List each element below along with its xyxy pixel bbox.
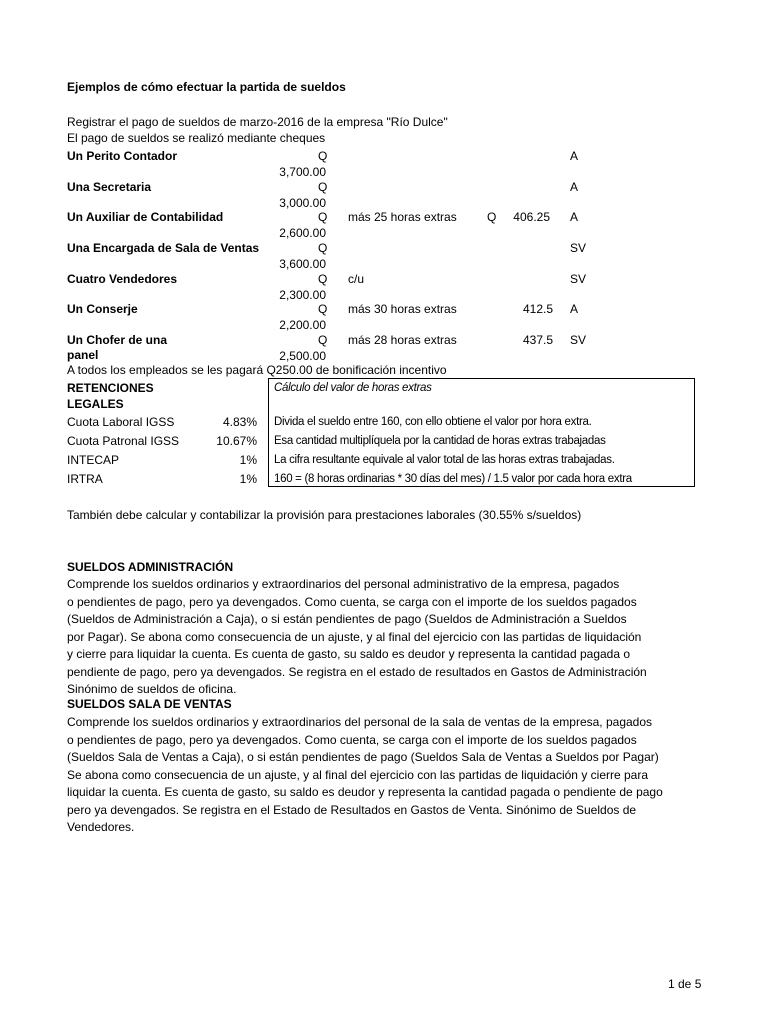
provision-line: También debe calcular y contabilizar la provisión para prestaciones laborales (30.55% s/sueldos): [67, 508, 582, 522]
employee-amount: 3,600.00: [279, 257, 326, 271]
paragraph-line: y cierre para liquidar la cuenta. Es cuenta de gasto, su saldo es deudor y representa la cantidad pagada o: [67, 647, 631, 661]
employee-amount: 3,000.00: [279, 196, 326, 210]
paragraph-line: Comprende los sueldos ordinarios y extraordinarios del personal de la sala de ventas de la empresa, pagados: [67, 715, 653, 729]
calc-box-title: Cálculo del valor de horas extras: [274, 382, 432, 394]
paragraph-line: Vendedores.: [67, 820, 135, 834]
calc-box-line: Divida el sueldo entre 160, con ello obtiene el valor por hora extra.: [274, 416, 592, 428]
retenciones-heading-2: LEGALES: [67, 397, 124, 411]
paragraph-line: o pendientes de pago, pero ya devengados. Como cuenta, se carga con el importe de los sueldos pagados: [67, 732, 637, 747]
employee-amount: 2,300.00: [279, 288, 326, 302]
extra-currency: Q: [487, 210, 497, 224]
employee-name: Una Encargada de Sala de Ventas: [67, 241, 260, 255]
employee-note: más 28 horas extras: [348, 333, 457, 347]
bonus-line: A todos los empleados se les pagará Q250.00 de bonificación incentivo: [67, 363, 447, 377]
employee-amount: 3,700.00: [279, 165, 326, 179]
employee-code: SV: [570, 333, 587, 347]
employee-currency: Q: [318, 241, 328, 255]
employee-name-cont: panel: [67, 348, 99, 362]
retencion-label: Cuota Laboral IGSS: [67, 415, 175, 429]
employee-code: SV: [570, 272, 587, 286]
employee-currency: Q: [318, 149, 328, 163]
employee-amount: 2,500.00: [279, 349, 326, 363]
paragraph-line: pero ya devengados. Se registra en el Estado de Resultados en Gastos de Venta. Sinónimo de Sueldos de: [67, 802, 637, 817]
employee-code: SV: [570, 241, 587, 255]
intro-line-1: Registrar el pago de sueldos de marzo-2016 de la empresa "Río Dulce": [67, 115, 448, 129]
section-admin-heading: SUELDOS ADMINISTRACIÓN: [67, 560, 234, 574]
employee-currency: Q: [318, 272, 328, 286]
page-number: 1 de 5: [668, 977, 702, 991]
employee-amount: 2,200.00: [279, 318, 326, 332]
section-ventas-heading: SUELDOS SALA DE VENTAS: [67, 697, 232, 711]
employee-code: A: [570, 210, 579, 224]
retencion-label: Cuota Patronal IGSS: [67, 434, 180, 448]
calc-box-line: 160 = (8 horas ordinarias * 30 días del mes) / 1.5 valor por cada hora extra: [274, 473, 632, 485]
extra-amount: 437.5: [522, 333, 553, 347]
paragraph-line: Se abona como consecuencia de un ajuste, y al final del ejercicio con las partidas de liquidación y cierre para: [67, 767, 649, 782]
intro-line-2: El pago de sueldos se realizó mediante cheques: [67, 131, 326, 145]
employee-name: Un Conserje: [67, 302, 138, 316]
extra-amount: 406.25: [513, 210, 550, 224]
employee-name: Un Chofer de una: [67, 333, 168, 347]
employee-code: A: [570, 302, 579, 316]
calc-box-line: La cifra resultante equivale al valor total de las horas extras trabajadas.: [274, 454, 615, 466]
retencion-label: INTECAP: [67, 453, 120, 467]
employee-note: c/u: [348, 272, 365, 286]
employee-currency: Q: [318, 302, 328, 316]
paragraph-line: por Pagar). Se abona como consecuencia de un ajuste, y al final del ejercicio con las partidas de liquidación: [67, 629, 642, 644]
overtime-calculation-box: [268, 378, 695, 487]
employee-name: Cuatro Vendedores: [67, 272, 178, 286]
retencion-value: 4.83%: [222, 415, 257, 429]
retencion-value: 10.67%: [216, 434, 257, 448]
section-admin-text: [67, 576, 647, 699]
paragraph-line: Comprende los sueldos ordinarios y extraordinarios del personal administrativo de la empresa, pagados: [67, 577, 620, 591]
employee-code: A: [570, 180, 579, 194]
employee-note: más 30 horas extras: [348, 302, 457, 316]
retencion-value: 1%: [239, 453, 257, 467]
paragraph-line: liquidar la cuenta. Es cuenta de gasto, su saldo es deudor y representa la cantidad pagada o pendiente de pago: [67, 785, 663, 799]
employee-name: Una Secretaria: [67, 180, 152, 194]
extra-amount: 412.5: [522, 302, 553, 316]
paragraph-line: (Sueldos Sala de Ventas a Caja), o si están pendientes de pago (Sueldos Sala de Ventas a Sueldos por Pagar): [67, 750, 659, 764]
employee-name: Un Perito Contador: [67, 149, 177, 163]
employee-currency: Q: [318, 333, 328, 347]
employee-currency: Q: [318, 210, 328, 224]
retencion-label: IRTRA: [67, 472, 103, 486]
employee-currency: Q: [318, 180, 328, 194]
section-ventas-text: [67, 714, 663, 837]
paragraph-line: Sinónimo de sueldos de oficina.: [67, 682, 237, 696]
paragraph-line: o pendientes de pago, pero ya devengados. Como cuenta, se carga con el importe de los sueldos pagados: [67, 594, 637, 609]
retenciones-heading: RETENCIONES: [67, 381, 154, 395]
retencion-value: 1%: [239, 472, 257, 486]
employee-code: A: [570, 149, 579, 163]
paragraph-line: pendiente de pago, pero ya devengados. Se registra en el estado de resultados en Gastos de Administración: [67, 664, 647, 679]
paragraph-line: (Sueldos de Administración a Caja), o si están pendientes de pago (Sueldos de Administración a Sueldos: [67, 612, 627, 626]
employee-amount: 2,600.00: [279, 226, 326, 240]
page-title: Ejemplos de cómo efectuar la partida de sueldos: [67, 80, 346, 94]
employee-note: más 25 horas extras: [348, 210, 457, 224]
calc-box-line: Esa cantidad multiplíquela por la cantidad de horas extras trabajadas: [274, 435, 606, 447]
employee-name: Un Auxiliar de Contabilidad: [67, 210, 224, 224]
